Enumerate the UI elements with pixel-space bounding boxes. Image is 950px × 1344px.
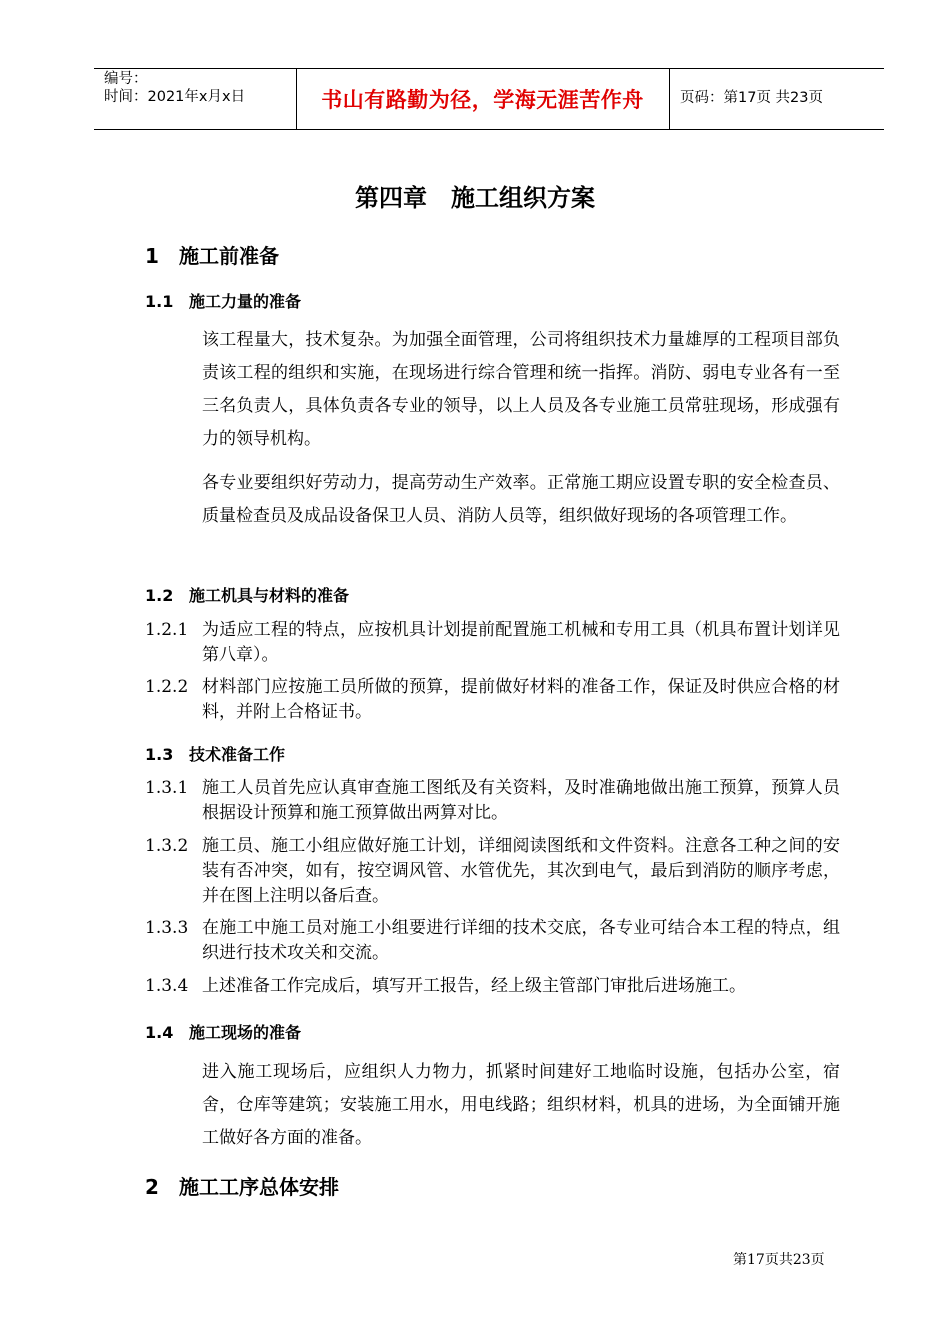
chapter-title: 第四章 施工组织方案 — [355, 184, 595, 212]
list-item-text: 在施工中施工员对施工小组要进行详细的技术交底，各专业可结合本工程的特点，组织进行技术攻关和交流。 — [202, 918, 840, 963]
section-heading — [145, 240, 279, 269]
section-heading — [145, 1171, 339, 1200]
section-title: 施工前准备 — [179, 244, 279, 268]
subsection-heading — [145, 742, 285, 765]
page-header — [94, 68, 884, 130]
list-item-text: 施工员、施工小组应做好施工计划，详细阅读图纸和文件资料。注意各工种之间的安装有否冲突，如有，按空调风管、水管优先，其次到电气，最后到消防的顺序考虑，并在图上注明以备后查。 — [202, 836, 840, 906]
paragraph: 进入施工现场后，应组织人力物力，抓紧时间建好工地临时设施，包括办公室，宿舍，仓库等建筑；安装施工用水，用电线路；组织材料，机具的进场，为全面铺开施工做好各方面的准备。 — [202, 1062, 840, 1148]
list-item-number: 1.3.1 — [145, 778, 189, 798]
list-item-number: 1.3.2 — [145, 836, 189, 856]
header-page-cell — [670, 69, 884, 129]
document-time-label: 时间：2021年x月x日 — [104, 89, 246, 105]
subsection-title: 技术准备工作 — [189, 745, 286, 764]
subsection-number: 1.1 — [145, 292, 174, 311]
subsection-heading — [145, 583, 349, 606]
list-item-text: 施工人员首先应认真审查施工图纸及有关资料，及时准确地做出施工预算，预算人员根据设计预算和施工预算做出两算对比。 — [202, 778, 840, 823]
list-item-number: 1.2.1 — [145, 620, 189, 640]
subsection-title: 施工机具与材料的准备 — [189, 586, 350, 605]
list-item-text: 材料部门应按施工员所做的预算，提前做好材料的准备工作，保证及时供应合格的材料，并附上合格证书。 — [202, 677, 840, 722]
section-number: 1 — [145, 244, 159, 268]
header-page-number: 页码：第17页 共23页 — [680, 90, 824, 106]
page-footer: 第17页共23页 — [733, 1252, 825, 1268]
document-number-label: 编号： — [104, 71, 148, 87]
list-item-text: 为适应工程的特点，应按机具计划提前配置施工机械和专用工具（机具布置计划详见第八章）。 — [202, 620, 840, 665]
section-number: 2 — [145, 1175, 159, 1199]
subsection-heading — [145, 1020, 301, 1043]
header-motto: 书山有路勤为径，学海无涯苦作舟 — [321, 88, 644, 112]
header-info-cell — [94, 69, 297, 129]
paragraph: 该工程量大，技术复杂。为加强全面管理，公司将组织技术力量雄厚的工程项目部负责该工程的组织和实施，在现场进行综合管理和统一指挥。消防、弱电专业各有一至三名负责人，具体负责各专业的领导，以上人员及各专业施工员常驻现场，形成强有力的领导机构。 — [202, 330, 840, 449]
list-item-number: 1.2.2 — [145, 677, 189, 697]
paragraph: 各专业要组织好劳动力，提高劳动生产效率。正常施工期应设置专职的安全检查员、质量检查员及成品设备保卫人员、消防人员等，组织做好现场的各项管理工作。 — [202, 473, 840, 526]
subsection-number: 1.3 — [145, 745, 174, 764]
subsection-title: 施工力量的准备 — [189, 292, 302, 311]
subsection-number: 1.4 — [145, 1023, 174, 1042]
header-motto-cell — [296, 69, 670, 129]
subsection-title: 施工现场的准备 — [189, 1023, 302, 1042]
list-item-text: 上述准备工作完成后，填写开工报告，经上级主管部门审批后进场施工。 — [202, 976, 746, 996]
list-item-number: 1.3.4 — [145, 976, 189, 996]
subsection-heading — [145, 289, 301, 312]
section-title: 施工工序总体安排 — [179, 1175, 339, 1199]
list-item-number: 1.3.3 — [145, 918, 189, 938]
subsection-number: 1.2 — [145, 586, 174, 605]
